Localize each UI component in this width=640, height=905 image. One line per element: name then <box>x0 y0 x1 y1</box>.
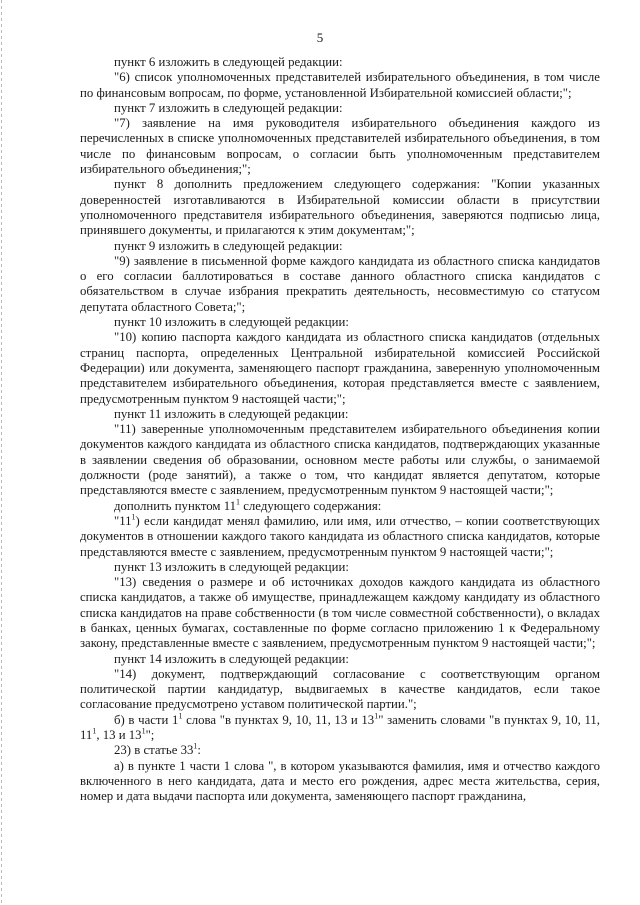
superscript: 1 <box>92 726 97 736</box>
paragraph <box>80 70 600 101</box>
superscript: 1 <box>236 497 241 507</box>
paragraph-text: пункт 7 изложить в следующей редакции: <box>114 100 343 115</box>
paragraph <box>80 177 600 238</box>
paragraph-text: "6) список уполномоченных представителей избирательного объединения, в том числе по финансовым вопросам, по форме, установленной Избирательной комиссией области;"; <box>80 70 600 100</box>
paragraph <box>80 254 600 315</box>
document-body <box>80 55 600 805</box>
paragraph-text: "9) заявление в письменной форме каждого кандидата из областного списка кандидатов о его согласии баллотироваться в составе данного областного списка кандидатов с обязательством в случае избрания прекратить деятельность, несовместимую со статусом депутата областного Совета;"; <box>80 253 600 314</box>
paragraph-text: пункт 10 изложить в следующей редакции: <box>114 315 349 330</box>
paragraph-text: "7) заявление на имя руководителя избирательного объединения каждого из перечисленных в списке уполномоченных представителей избирательного объединения, в том числе по финансовым вопросам, о согласии быть уполномоченным представителем избирательного объединения;"; <box>80 116 600 177</box>
paragraph-text: "14) документ, подтверждающий согласование с соответствующим органом политической партии кандидатур, выдвигаемых в качестве кандидатов, если такое согласование предусмотрено уставом политической партии."; <box>80 666 600 712</box>
superscript: 1 <box>193 742 198 752</box>
paragraph <box>80 713 600 744</box>
paragraph-text: пункт 9 изложить в следующей редакции: <box>114 238 343 253</box>
paragraph <box>80 560 600 575</box>
paragraph-text: "13) сведения о размере и об источниках доходов каждого кандидата из областного списка кандидатов, а также об имуществе, принадлежащем каждому кандидату из областного списка кандидатов на праве собственности (в том числе совместной собственности), о вкладах в банках, ценных бумагах, составленные по форме согласно приложению 1 к Федеральному закону, представленные вместе с заявлением, предусмотренным пунктом 9 настоящей части;"; <box>80 575 600 651</box>
paragraph-text: 23) в статье 33 <box>114 743 194 758</box>
paragraph <box>80 667 600 713</box>
paragraph <box>80 499 600 514</box>
paragraph <box>80 422 600 498</box>
scan-edge-line <box>1 0 2 905</box>
paragraph <box>80 759 600 805</box>
paragraph-text: б) в части 1 <box>114 712 179 727</box>
paragraph-text: пункт 13 изложить в следующей редакции: <box>114 559 349 574</box>
paragraph <box>80 743 600 758</box>
paragraph-text: : <box>197 743 201 758</box>
paragraph <box>80 239 600 254</box>
paragraph-text: пункт 11 изложить в следующей редакции: <box>114 406 349 421</box>
superscript: 1 <box>131 512 136 522</box>
paragraph-text: следующего содержания: <box>240 498 382 513</box>
paragraph <box>80 652 600 667</box>
paragraph <box>80 315 600 330</box>
paragraph-text: "10) копию паспорта каждого кандидата из областного списка кандидатов (отдельных страниц паспорта, определенных Центральной избирательной комиссией Российской Федерации) или документа, заменяющего паспорт гражданина, заверенную уполномоченным представителем избирательного объединения, которая представляется вместе с заявлением, предусмотренным пунктом 9 настоящей части;"; <box>80 330 600 406</box>
paragraph <box>80 407 600 422</box>
paragraph-text: "11) заверенные уполномоченным представителем избирательного объединения копии документов каждого кандидата из областного списка кандидатов, подтверждающих указанные в заявлении сведения об образовании, основном месте работы или службы, о занимаемой должности (роде занятий), а также о том, что кандидат является депутатом, которые представляются вместе с заявлением, предусмотренным пунктом 9 настоящей части;"; <box>80 422 600 498</box>
paragraph-text: слова "в пунктах 9, 10, 11, 13 и 13 <box>182 712 375 727</box>
paragraph-text: пункт 8 дополнить предложением следующего содержания: "Копии указанных доверенностей изготавливаются в Избирательной комиссии области в присутствии уполномоченного представителя избирательного объединения, заверяются подписью лица, принявшего документы, и прилагаются к этим документам;"; <box>80 177 600 238</box>
paragraph-text: а) в пункте 1 части 1 слова ", в котором указываются фамилия, имя и отчество каждого включенного в него кандидата, дата и место его рождения, адрес места жительства, серия, номер и дата выдачи паспорта или документа, заменяющего паспорт гражданина, <box>80 758 600 804</box>
paragraph-text: " заменить словами "в пунктах 9, 10, 11, 11 <box>80 712 600 743</box>
paragraph-text: "; <box>145 728 155 743</box>
paragraph-text: , 13 и 13 <box>96 728 142 743</box>
paragraph-text: дополнить пунктом 11 <box>114 498 237 513</box>
paragraph <box>80 116 600 177</box>
superscript: 1 <box>374 711 379 721</box>
paragraph <box>80 514 600 560</box>
page-number: 5 <box>316 30 324 45</box>
paragraph-text: пункт 14 изложить в следующей редакции: <box>114 651 349 666</box>
paragraph-text: пункт 6 изложить в следующей редакции: <box>114 55 343 69</box>
superscript: 1 <box>141 726 146 736</box>
superscript: 1 <box>178 711 183 721</box>
paragraph <box>80 575 600 651</box>
paragraph <box>80 101 600 116</box>
paragraph <box>80 55 600 70</box>
paragraph <box>80 330 600 406</box>
paragraph-text: ) если кандидат менял фамилию, или имя, или отчество, – копии соответствующих документов в отношении каждого такого кандидата из областного списка кандидатов, которые представляются вместе с заявлением, предусмотренным пунктом 9 настоящей части;"; <box>80 513 600 559</box>
paragraph-text: "11 <box>114 513 132 528</box>
